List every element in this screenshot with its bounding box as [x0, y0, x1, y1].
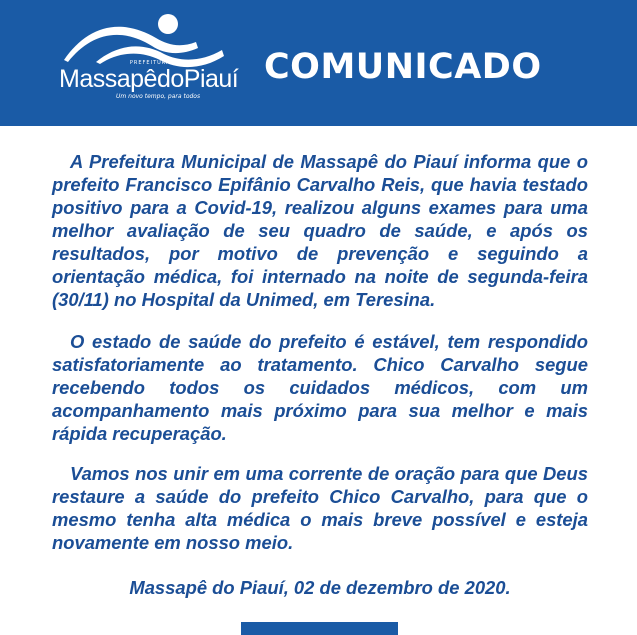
page-title: COMUNICADO — [264, 47, 542, 87]
dateline: Massapê do Piauí, 02 de dezembro de 2020. — [129, 577, 511, 598]
header-banner — [0, 0, 637, 126]
logo-name-part2: do — [156, 65, 184, 93]
paragraph-2: O estado de saúde do prefeito é estável, tem respondido satisfatoriamente ao tratamento. Chico Carvalho segue recebendo todos os cuidados médicos, com um acompanhamento mais próximo para sua melhor e mais rápida recuperação. — [52, 331, 588, 444]
logo-name-part3: Piauí — [183, 65, 239, 93]
paragraph-1: A Prefeitura Municipal de Massapê do Piauí informa que o prefeito Francisco Epifânio Carvalho Reis, que havia testado positivo para a Covid-19, realizou alguns exames para uma melhor avaliação de seu quadro de saúde, e após os resultados, por motivo de prevenção e seguindo a orientação médica, foi internado na noite de segunda-feira (30/11) no Hospital da Unimed, em Teresina. — [52, 151, 588, 310]
logo-wave-icon — [56, 8, 246, 68]
municipality-logo — [56, 8, 246, 108]
logo-name-part1: Massapê — [59, 65, 157, 93]
logo-small-text: PREFEITURA DE — [129, 60, 183, 66]
paragraph-3: Vamos nos unir em uma corrente de oração para que Deus restaure a saúde do prefeito Chico Carvalho, para que o mesmo tenha alta médica o mais breve possível e esteja novamente em nosso meio. — [52, 463, 588, 553]
logo-name — [59, 65, 249, 94]
logo-tagline: Um novo tempo, para todos — [116, 93, 201, 100]
footer-bar — [241, 622, 398, 635]
